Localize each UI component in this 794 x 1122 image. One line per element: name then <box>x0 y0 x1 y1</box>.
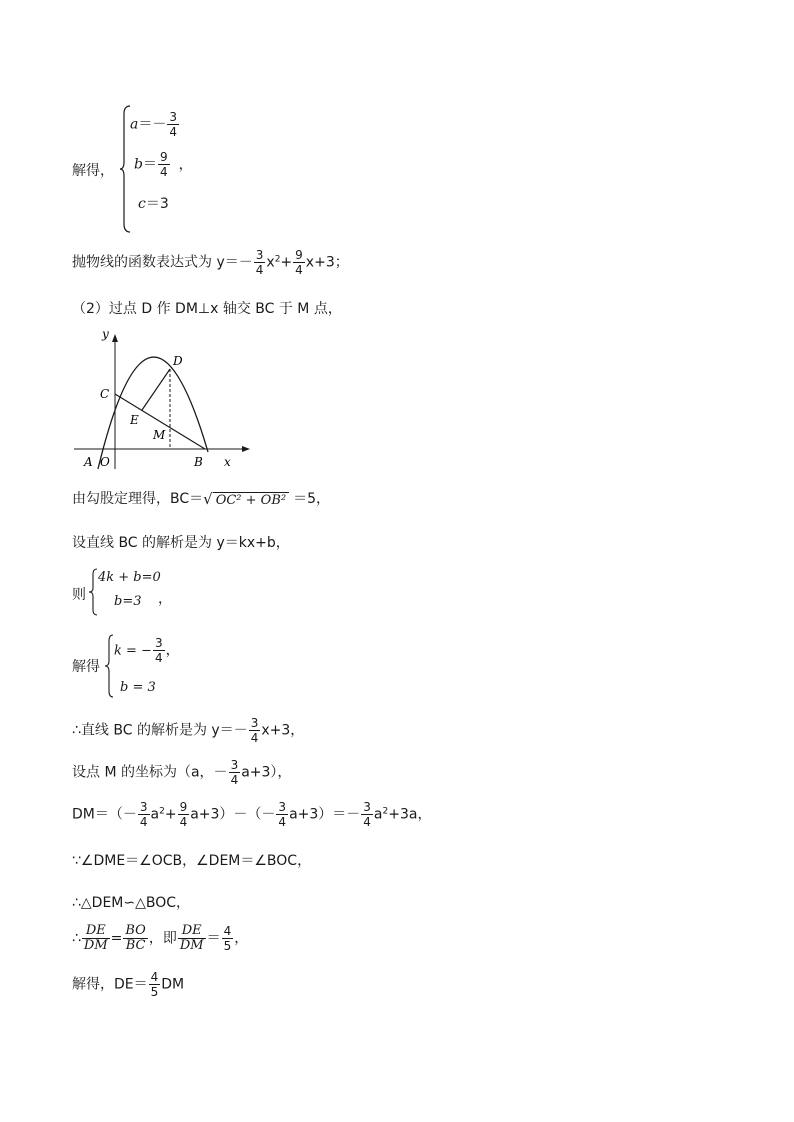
label-a: A <box>84 455 93 469</box>
sys3-label: 解得 <box>72 659 100 675</box>
dm-expression-line: DM＝（－ $\frac{3}{4}$ $a^2+$ $\frac{9}{4}$ a+3）－（－ $\frac{3}{4}$ a+3）＝－ $\frac{3}{4}$ $a^2+3a$， <box>72 800 432 829</box>
sqrt-expression: √ OC² + OB² <box>203 490 289 508</box>
sys2-tail: ， <box>158 591 172 607</box>
y-axis-arrow-icon <box>112 334 118 342</box>
ratio-line: ∴ $\frac{DE}{DM}$ = $\frac{BO}{BC}$ ，即 $\frac{DE}{DM}$ ＝ $\frac{4}{5}$ ， <box>72 923 249 953</box>
de-result-line: 解得，DE＝ $\frac{4}{5}$ DM <box>72 970 185 999</box>
angles-line: ∵∠DME＝∠OCB，∠DEM＝∠BOC， <box>72 853 312 869</box>
sys1-row-c: c＝3 <box>138 196 169 212</box>
sys3-row-2: b = 3 <box>120 680 156 695</box>
segment-de <box>142 369 170 410</box>
similar-line: ∴△DEM∽△BOC， <box>72 895 191 911</box>
label-d: D <box>173 354 183 368</box>
sys2-row-1: 4k + b=0 <box>98 570 161 585</box>
sys2-row-2: b=3 <box>114 594 142 609</box>
label-o: O <box>100 455 110 469</box>
geometry-figure <box>72 324 262 474</box>
sys2-label: 则 <box>72 587 86 603</box>
label-e: E <box>130 413 139 427</box>
label-y: y <box>102 327 109 341</box>
sys1-row-b: b＝ $\frac{9}{4}$ ， <box>134 150 193 179</box>
bc-result-line: ∴直线 BC 的解析是为 y＝－ $\frac{3}{4}$ x+3， <box>72 716 305 745</box>
brace-icon <box>88 568 98 616</box>
brace-icon <box>104 634 114 698</box>
sys1-label: 解得， <box>72 163 114 179</box>
sys3-row-1: k = − $\frac{3}{4}$ ， <box>114 636 180 665</box>
line-bc-setup: 设直线 BC 的解析是为 y＝kx+b， <box>72 535 290 551</box>
label-b: B <box>194 455 203 469</box>
pythagoras-line: 由勾股定理得，BC＝√ OC² + OB² ＝5， <box>72 490 331 508</box>
parabola-expression: 抛物线的函数表达式为 y＝－ $\frac{3}{4}$ $x^2+$ $\frac{9}{4}$ x+3； <box>72 248 349 277</box>
label-c: C <box>100 387 110 401</box>
label-m: M <box>153 428 166 442</box>
label-x: x <box>224 455 231 469</box>
m-coordinate-line: 设点 M 的坐标为（a，－ $\frac{3}{4}$ a+3）， <box>72 758 292 787</box>
sys1-row-a: a＝－ $\frac{3}{4}$ <box>130 110 177 139</box>
x-axis-arrow-icon <box>242 446 250 452</box>
part2-line: （2）过点 D 作 DM⊥x 轴交 BC 于 M 点， <box>72 301 342 317</box>
